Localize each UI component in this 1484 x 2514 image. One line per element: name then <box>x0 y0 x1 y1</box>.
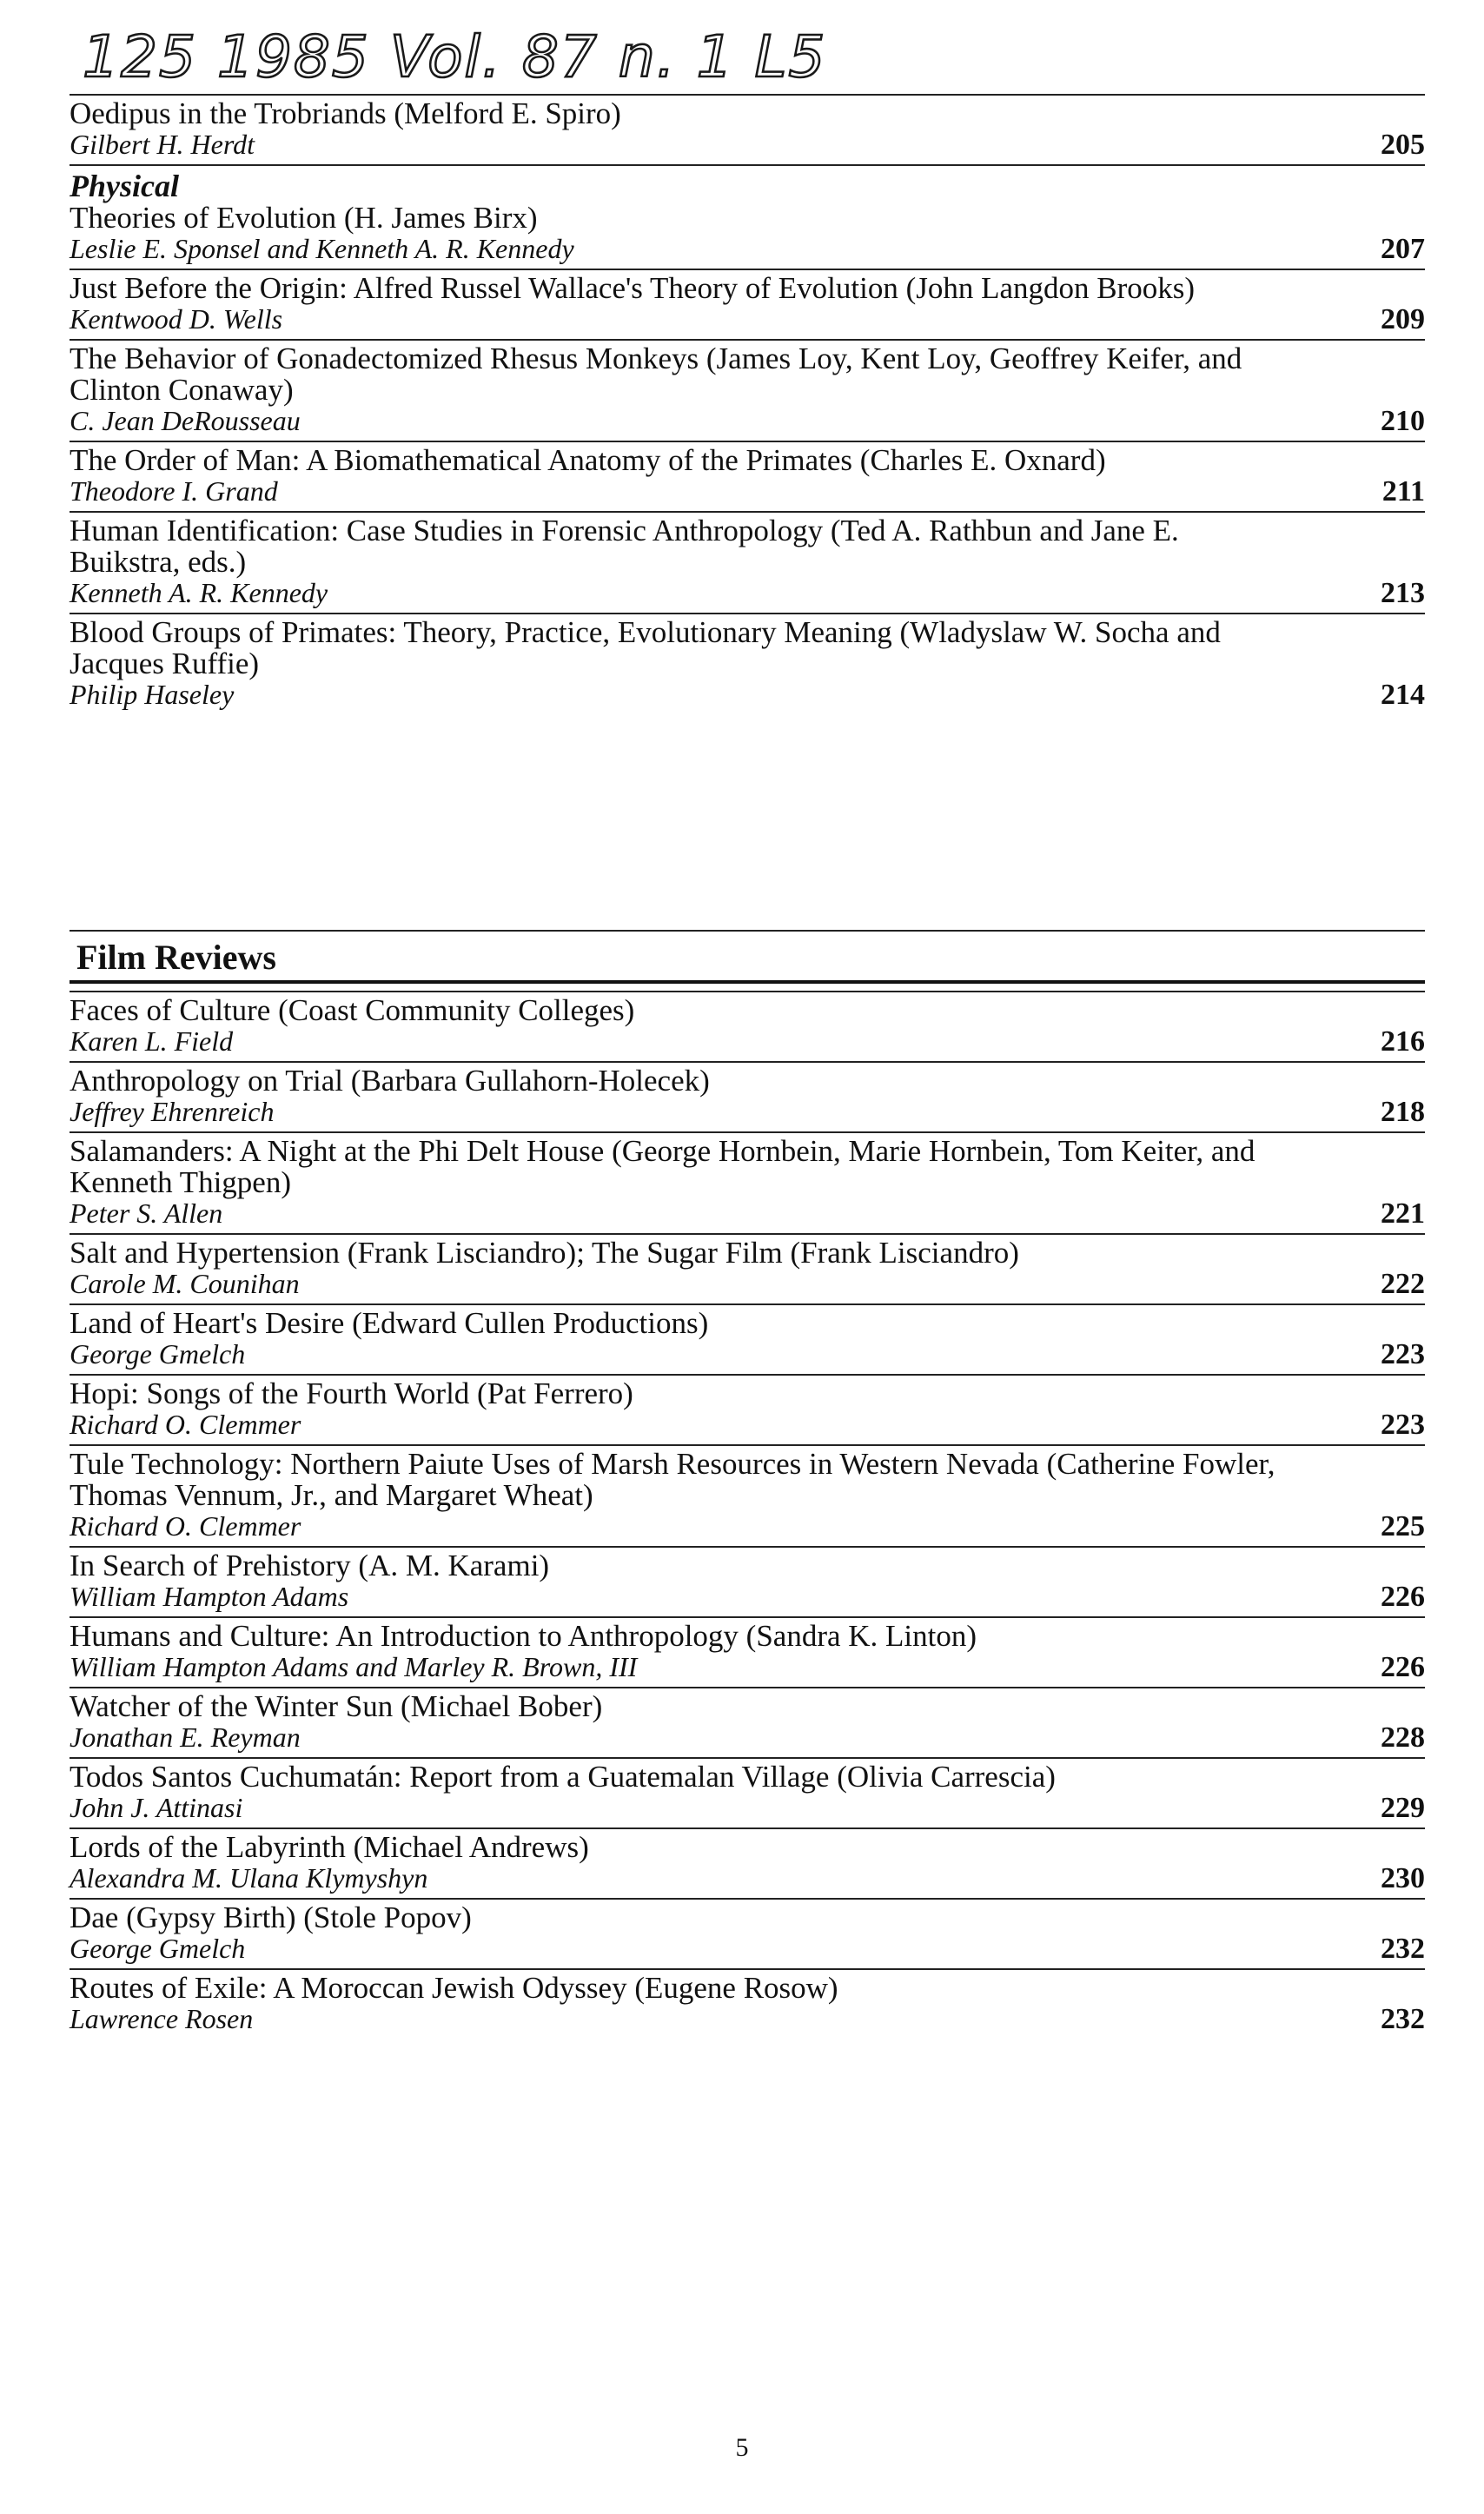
entry-page: 226 <box>1381 1651 1425 1683</box>
entry-author: Richard O. Clemmer <box>70 1409 301 1440</box>
entry-author: Kenneth A. R. Kennedy <box>70 577 328 608</box>
toc-entry <box>70 339 1425 441</box>
entry-title: Tule Technology: Northern Paiute Uses of Marsh Resources in Western Nevada (Catherine Fowler, Thomas Vennum, Jr., and Margaret Wheat) <box>70 1447 1275 1512</box>
entry-author: Gilbert H. Herdt <box>70 129 255 160</box>
entry-title: Land of Heart's Desire (Edward Cullen Productions) <box>70 1306 709 1340</box>
entry-title: Blood Groups of Primates: Theory, Practice, Evolutionary Meaning (Wladyslaw W. Socha and Jacques Ruffie) <box>70 615 1221 680</box>
entry-author: Peter S. Allen <box>70 1197 223 1229</box>
entry-author: George Gmelch <box>70 1338 246 1370</box>
entry-page: 207 <box>1381 233 1425 265</box>
entry-page: 210 <box>1381 405 1425 437</box>
entry-page: 221 <box>1381 1197 1425 1230</box>
entry-title: Human Identification: Case Studies in Forensic Anthropology (Ted A. Rathbun and Jane E. Buikstra, eds.) <box>70 514 1179 579</box>
svg-text:125 1985 Vol. 87 n. 1 L5: 125 1985 Vol. 87 n. 1 L5 <box>83 23 827 90</box>
entry-page: 232 <box>1381 2003 1425 2035</box>
entry-page: 213 <box>1381 577 1425 609</box>
entry-title: Salamanders: A Night at the Phi Delt House (George Hornbein, Marie Hornbein, Tom Keiter, and Kenneth Thigpen) <box>70 1134 1255 1199</box>
entry-title: Just Before the Origin: Alfred Russel Wallace's Theory of Evolution (John Langdon Brooks) <box>70 271 1196 305</box>
entry-author: Leslie E. Sponsel and Kenneth A. R. Kennedy <box>70 233 574 264</box>
section-heading: Film Reviews <box>70 930 1425 984</box>
entry-page: 230 <box>1381 1862 1425 1894</box>
subsection-heading: Physical <box>70 169 179 203</box>
toc-entry <box>70 441 1425 511</box>
toc-entry <box>70 1898 1425 1968</box>
entry-page: 226 <box>1381 1581 1425 1613</box>
entry-page: 225 <box>1381 1510 1425 1542</box>
entry-page: 222 <box>1381 1268 1425 1300</box>
entry-page: 216 <box>1381 1025 1425 1058</box>
entry-author: Jeffrey Ehrenreich <box>70 1096 275 1127</box>
entry-author: Alexandra M. Ulana Klymyshyn <box>70 1862 428 1894</box>
entry-author: C. Jean DeRousseau <box>70 405 301 436</box>
entry-title: Lords of the Labyrinth (Michael Andrews) <box>70 1830 589 1864</box>
toc-entry <box>70 1303 1425 1374</box>
entry-page: 223 <box>1381 1338 1425 1370</box>
film-reviews-section <box>70 930 1425 2039</box>
entry-title: The Behavior of Gonadectomized Rhesus Monkeys (James Loy, Kent Loy, Geoffrey Keifer, and Clinton Conaway) <box>70 342 1242 407</box>
entry-title: The Order of Man: A Biomathematical Anatomy of the Primates (Charles E. Oxnard) <box>70 443 1106 477</box>
toc-entry <box>70 94 1425 164</box>
entry-title: Theories of Evolution (H. James Birx) <box>70 201 538 235</box>
entry-author: George Gmelch <box>70 1933 246 1964</box>
entry-page: 218 <box>1381 1096 1425 1128</box>
toc-entry <box>70 511 1425 613</box>
entry-page: 205 <box>1381 129 1425 161</box>
entry-author: Theodore I. Grand <box>70 475 278 507</box>
entry-author: Philip Haseley <box>70 679 235 710</box>
entry-page: 232 <box>1381 1933 1425 1965</box>
toc-entry <box>70 1061 1425 1131</box>
entry-author: Lawrence Rosen <box>70 2003 254 2034</box>
toc-entry <box>70 1444 1425 1546</box>
entry-title: Dae (Gypsy Birth) (Stole Popov) <box>70 1900 472 1934</box>
entry-page: 223 <box>1381 1409 1425 1441</box>
toc-entry <box>70 1757 1425 1827</box>
toc-entry <box>70 269 1425 339</box>
toc-entry <box>70 1131 1425 1233</box>
physical-section <box>70 94 1425 714</box>
entry-title: Anthropology on Trial (Barbara Gullahorn-Holecek) <box>70 1064 710 1098</box>
entry-author: William Hampton Adams <box>70 1581 349 1612</box>
entry-page: 209 <box>1381 303 1425 335</box>
entry-title: Watcher of the Winter Sun (Michael Bober) <box>70 1689 603 1723</box>
toc-entry <box>70 1616 1425 1687</box>
toc-entry <box>70 1374 1425 1444</box>
toc-entry <box>70 1968 1425 2039</box>
entry-title: In Search of Prehistory (A. M. Karami) <box>70 1549 550 1582</box>
entry-author: Kentwood D. Wells <box>70 303 283 335</box>
physical-subsection <box>70 164 1425 269</box>
toc-entry <box>70 1233 1425 1303</box>
entry-author: William Hampton Adams and Marley R. Brown, III <box>70 1651 638 1682</box>
entry-author: John J. Attinasi <box>70 1792 243 1823</box>
entry-author: Jonathan E. Reyman <box>70 1721 301 1753</box>
entry-page: 211 <box>1381 475 1425 507</box>
page-number: 5 <box>735 2433 749 2462</box>
toc-entry <box>70 1827 1425 1898</box>
entry-title: Humans and Culture: An Introduction to Anthropology (Sandra K. Linton) <box>70 1619 977 1653</box>
entry-title: Faces of Culture (Coast Community Colleges) <box>70 993 635 1027</box>
entry-title: Routes of Exile: A Moroccan Jewish Odyssey (Eugene Rosow) <box>70 1971 838 2005</box>
entry-page: 229 <box>1381 1792 1425 1824</box>
entry-author: Karen L. Field <box>70 1025 234 1057</box>
entry-author: Carole M. Counihan <box>70 1268 300 1299</box>
entry-author: Richard O. Clemmer <box>70 1510 301 1542</box>
entry-title: Hopi: Songs of the Fourth World (Pat Ferrero) <box>70 1376 633 1410</box>
toc-entry <box>70 1687 1425 1757</box>
toc-entry <box>70 1546 1425 1616</box>
toc-entry <box>70 613 1425 714</box>
entry-page: 214 <box>1381 679 1425 711</box>
toc-entry <box>70 991 1425 1061</box>
entry-page: 228 <box>1381 1721 1425 1754</box>
entry-title: Salt and Hypertension (Frank Lisciandro); The Sugar Film (Frank Lisciandro) <box>70 1236 1019 1270</box>
entry-title: Todos Santos Cuchumatán: Report from a Guatemalan Village (Olivia Carrescia) <box>70 1760 1056 1794</box>
handwritten-call-number <box>83 19 1229 97</box>
entry-title: Oedipus in the Trobriands (Melford E. Spiro) <box>70 96 621 130</box>
